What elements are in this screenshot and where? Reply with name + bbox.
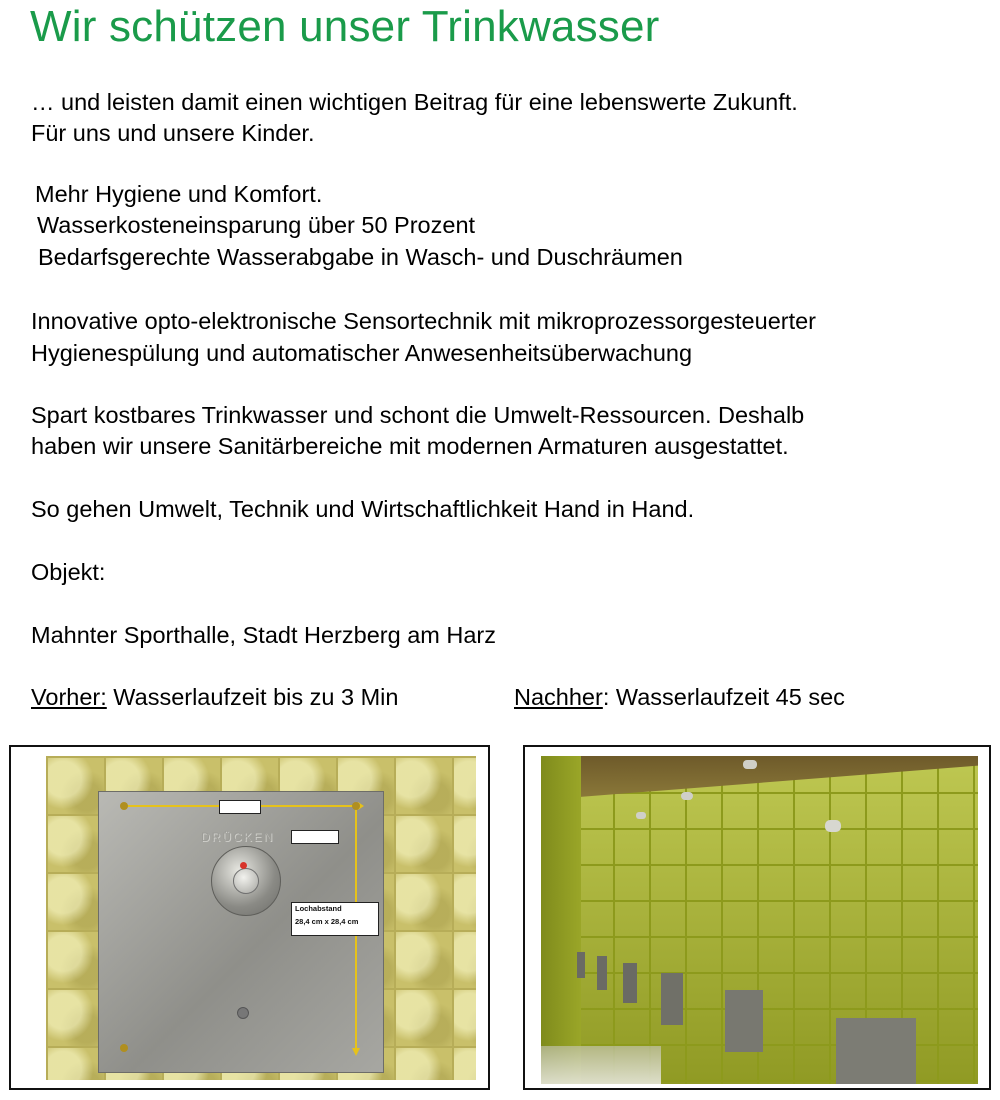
floor-shadow — [541, 1046, 661, 1084]
photo-after-frame — [523, 745, 991, 1090]
vorher-label: Vorher: — [31, 684, 107, 710]
shower-head — [825, 820, 841, 832]
lochabstand-title: Lochabstand — [295, 904, 342, 913]
vorher-value: Wasserlaufzeit bis zu 3 Min — [106, 684, 399, 710]
sensor-panel — [597, 956, 607, 990]
lochabstand-value: 28,4 cm x 28,4 cm — [295, 917, 359, 926]
embossed-text: DRÜCKEN — [201, 830, 275, 844]
nachher-label: Nachher — [514, 684, 603, 710]
lochabstand-label — [291, 902, 379, 936]
small-label — [219, 800, 261, 814]
intro-line-2: Für uns und unsere Kinder. — [31, 120, 315, 146]
vorher-line — [31, 681, 398, 713]
shower-head — [743, 760, 757, 769]
benefit-item: Bedarfsgerechte Wasserabgabe in Wasch- und Duschräumen — [38, 244, 683, 270]
saves-line-1: Spart kostbares Trinkwasser und schont die Umwelt-Ressourcen. Deshalb — [31, 402, 805, 428]
benefit-item: Mehr Hygiene und Komfort. — [35, 181, 323, 207]
hand-in-hand-text: So gehen Umwelt, Technik und Wirtschaftlichkeit Hand in Hand. — [31, 496, 695, 522]
objekt-value: Mahnter Sporthalle, Stadt Herzberg am Harz — [31, 622, 496, 648]
tech-line-2: Hygienespülung und automatischer Anwesenheitsüberwachung — [31, 340, 693, 366]
sensor-panel — [577, 952, 585, 978]
small-label — [291, 830, 339, 844]
photo-after — [541, 756, 978, 1084]
photo-before — [46, 756, 476, 1080]
nachher-line — [514, 681, 845, 713]
side-wall — [541, 756, 581, 1084]
sensor-panel — [725, 990, 763, 1052]
sensor-panel — [623, 963, 637, 1003]
benefit-item: Wasserkosteneinsparung über 50 Prozent — [37, 212, 476, 238]
photo-before-frame — [9, 745, 490, 1090]
shower-head — [681, 792, 693, 800]
nachher-value: : Wasserlaufzeit 45 sec — [602, 684, 845, 710]
objekt-label: Objekt: — [31, 559, 106, 585]
sensor-panel — [661, 973, 683, 1025]
saves-line-2: haben wir unsere Sanitärbereiche mit modernen Armaturen ausgestattet. — [31, 433, 789, 459]
tech-line-1: Innovative opto-elektronische Sensortechnik mit mikroprozessorgesteuerter — [31, 308, 817, 334]
shower-head — [636, 812, 646, 819]
intro-line-1: … und leisten damit einen wichtigen Beitrag für eine lebenswerte Zukunft. — [31, 89, 798, 115]
dimension-arrows — [46, 756, 476, 1080]
sensor-panel — [836, 1018, 916, 1084]
page-title: Wir schützen unser Trinkwasser — [30, 2, 660, 51]
